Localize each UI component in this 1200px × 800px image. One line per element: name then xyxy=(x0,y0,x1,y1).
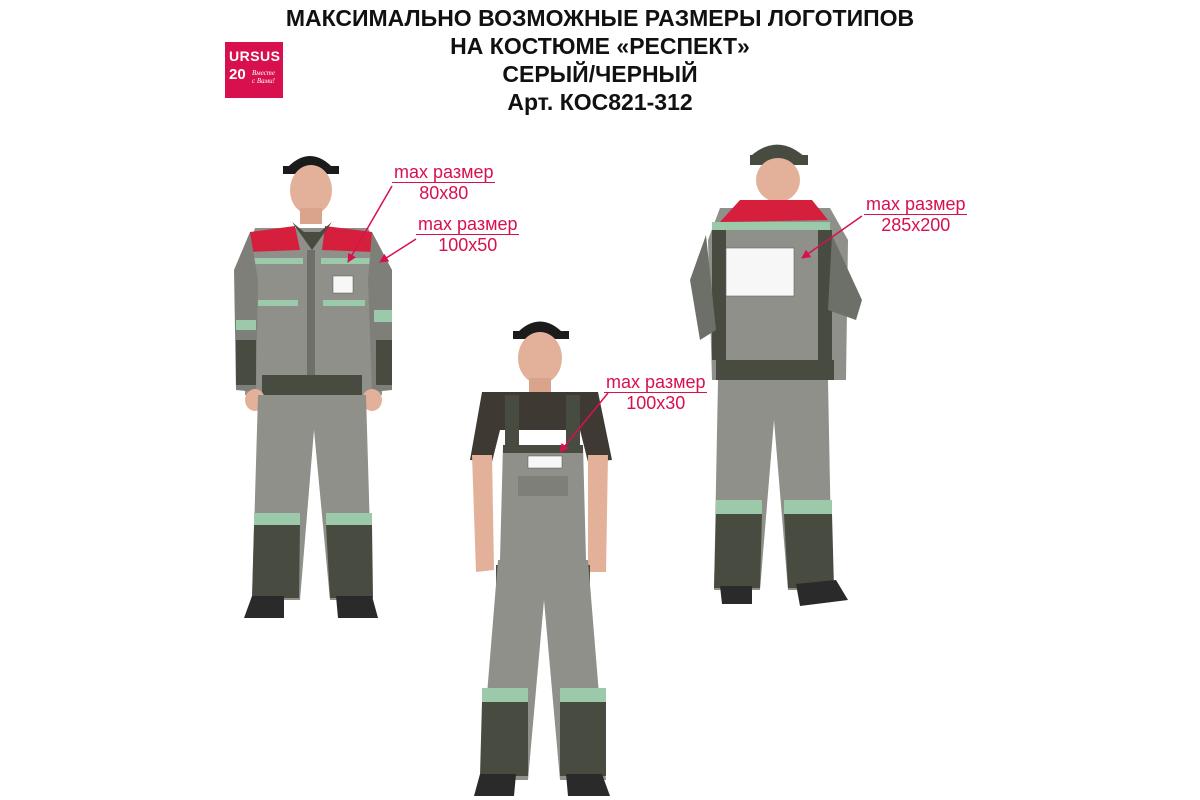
title-line-1: МАКСИМАЛЬНО ВОЗМОЖНЫЕ РАЗМЕРЫ ЛОГОТИПОВ xyxy=(285,5,915,31)
logo-slogan-line-2: с Вами! xyxy=(252,77,275,85)
label-back-caption: max размер xyxy=(866,194,966,214)
arrow-sleeve-logo xyxy=(380,239,416,262)
label-back-logo xyxy=(864,194,967,235)
label-back-size: 285x200 xyxy=(881,215,951,235)
logo-slogan-line-1: Вместе xyxy=(252,69,275,77)
label-sleeve-caption: max размер xyxy=(418,214,518,234)
logo-years: 20 xyxy=(229,66,246,83)
label-chest-logo xyxy=(392,162,495,203)
label-bib-size: 100x30 xyxy=(626,393,686,413)
label-chest-size: 80x80 xyxy=(419,183,469,203)
title-line-2: НА КОСТЮМЕ «РЕСПЕКТ» xyxy=(450,33,750,59)
title-line-4: Арт. КОС821-312 xyxy=(507,89,693,115)
figure-back-jacket xyxy=(690,145,862,606)
figure-front-jacket xyxy=(234,156,392,618)
label-sleeve-size: 100x50 xyxy=(438,235,498,255)
label-bib-logo xyxy=(604,372,707,413)
title-line-3: СЕРЫЙ/ЧЕРНЫЙ xyxy=(502,61,698,87)
label-sleeve-logo xyxy=(416,214,519,255)
logo-brand: URSUS xyxy=(229,48,281,64)
figure-overalls xyxy=(470,322,612,797)
label-bib-caption: max размер xyxy=(606,372,706,392)
label-chest-caption: max размер xyxy=(394,162,494,182)
